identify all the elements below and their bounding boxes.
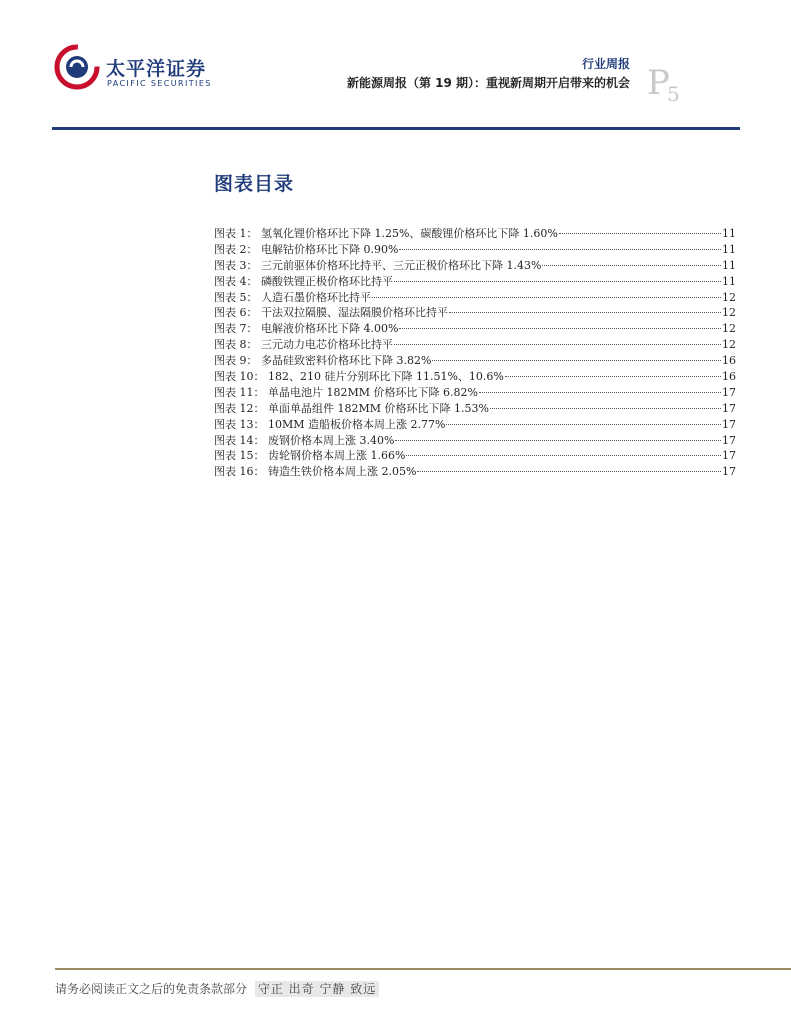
toc-leader-dots (490, 408, 721, 409)
toc-entry-page: 17 (722, 385, 736, 399)
toc-entry-label: 图表 16： 铸造生铁价格本周上涨 2.05% (214, 465, 417, 479)
toc-entry-label: 图表 14： 废钢价格本周上涨 3.40% (214, 433, 395, 447)
footer (55, 980, 379, 997)
toc-leader-dots (399, 249, 721, 250)
toc-entry[interactable] (214, 464, 736, 480)
toc-leader-dots (559, 233, 721, 234)
toc-leader-dots (432, 360, 721, 361)
toc-leader-dots (479, 392, 721, 393)
toc-entry-page: 11 (722, 227, 736, 240)
company-name-cn: 太平洋证券 (106, 58, 207, 80)
toc-entry[interactable] (214, 258, 736, 274)
toc-leader-dots (505, 376, 721, 377)
toc-entry-page: 16 (722, 354, 736, 368)
toc-entry-label: 图表 7： 电解液价格环比下降 4.00% (214, 322, 399, 336)
report-title: 新能源周报（第 19 期）：重视新周期开启带来的机会 (346, 76, 630, 90)
toc-entry[interactable] (214, 448, 736, 464)
toc-entry-label: 图表 13： 10MM 造船板价格本周上涨 2.77% (214, 417, 446, 431)
toc-heading: 图表目录 (214, 173, 295, 195)
footer-motto: 守正 出奇 宁静 致远 (255, 981, 379, 997)
toc-leader-dots (417, 471, 721, 472)
toc-entry[interactable] (214, 353, 736, 369)
toc-entry-label: 图表 6： 干法双拉隔膜、湿法隔膜价格环比持平 (214, 306, 448, 320)
company-name-en: PACIFIC SECURITIES (107, 79, 212, 88)
toc-entry-label: 图表 15： 齿轮钢价格本周上涨 1.66% (214, 449, 406, 463)
toc-entry-page: 17 (722, 465, 736, 479)
toc-leader-dots (372, 297, 721, 298)
toc-entry-page: 11 (722, 274, 736, 288)
toc-entry-page: 16 (722, 370, 736, 384)
toc-entry[interactable] (214, 305, 736, 321)
toc-entry-label: 图表 2： 电解钴价格环比下降 0.90% (214, 242, 399, 256)
toc-leader-dots (542, 265, 721, 266)
toc-entry[interactable] (214, 337, 736, 353)
toc-entry[interactable] (214, 385, 736, 401)
toc-entry-label: 图表 5： 人造石墨价格环比持平 (214, 290, 371, 304)
toc-entry-page: 17 (722, 449, 736, 463)
toc-entry[interactable] (214, 274, 736, 290)
toc-entry-label: 图表 1： 氢氧化锂价格环比下降 1.25%、碳酸锂价格环比下降 1.60% (214, 227, 558, 240)
toc-entry[interactable] (214, 242, 736, 258)
footer-disclaimer: 请务必阅读正文之后的免责条款部分 (55, 982, 248, 996)
toc-leader-dots (394, 344, 721, 345)
toc-leader-dots (406, 455, 721, 456)
toc-entry-page: 12 (722, 306, 736, 320)
toc-entry[interactable] (214, 417, 736, 433)
toc-entry-page: 11 (722, 258, 736, 272)
toc-entry[interactable] (214, 290, 736, 306)
toc-leader-dots (446, 424, 721, 425)
page-letter: P (647, 63, 670, 103)
toc-entry-label: 图表 4： 磷酸铁锂正极价格环比持平 (214, 274, 393, 288)
toc-entry-page: 12 (722, 290, 736, 304)
footer-divider (55, 968, 791, 970)
toc-entry-label: 图表 10： 182、210 硅片分别环比下降 11.51%、10.6% (214, 370, 504, 384)
pacific-securities-logo-icon (54, 44, 100, 90)
toc-entry-page: 17 (722, 401, 736, 415)
toc-leader-dots (395, 440, 721, 441)
toc-entry-page: 12 (722, 322, 736, 336)
toc-entry[interactable] (214, 433, 736, 449)
toc-entry-page: 17 (722, 417, 736, 431)
toc-entry-page: 17 (722, 433, 736, 447)
company-logo (54, 44, 214, 94)
toc-entry-page: 11 (722, 242, 736, 256)
report-category: 行业周报 (581, 57, 630, 71)
toc-entry[interactable] (214, 321, 736, 337)
toc-entry[interactable] (214, 401, 736, 417)
toc-leader-dots (399, 328, 721, 329)
toc-leader-dots (449, 312, 721, 313)
toc-entry-label: 图表 8： 三元动力电芯价格环比持平 (214, 338, 393, 352)
toc-entry-label: 图表 3： 三元前驱体价格环比持平、三元正极价格环比下降 1.43% (214, 258, 542, 272)
table-of-figures (214, 226, 736, 480)
header-divider (52, 127, 740, 130)
toc-entry-label: 图表 11： 单晶电池片 182MM 价格环比下降 6.82% (214, 385, 478, 399)
page-number: 5 (667, 82, 680, 106)
toc-entry-label: 图表 9： 多晶硅致密料价格环比下降 3.82% (214, 354, 432, 368)
toc-entry-label: 图表 12： 单面单晶组件 182MM 价格环比下降 1.53% (214, 401, 489, 415)
toc-entry-page: 12 (722, 338, 736, 352)
toc-leader-dots (394, 281, 721, 282)
toc-entry[interactable] (214, 226, 736, 242)
toc-entry[interactable] (214, 369, 736, 385)
